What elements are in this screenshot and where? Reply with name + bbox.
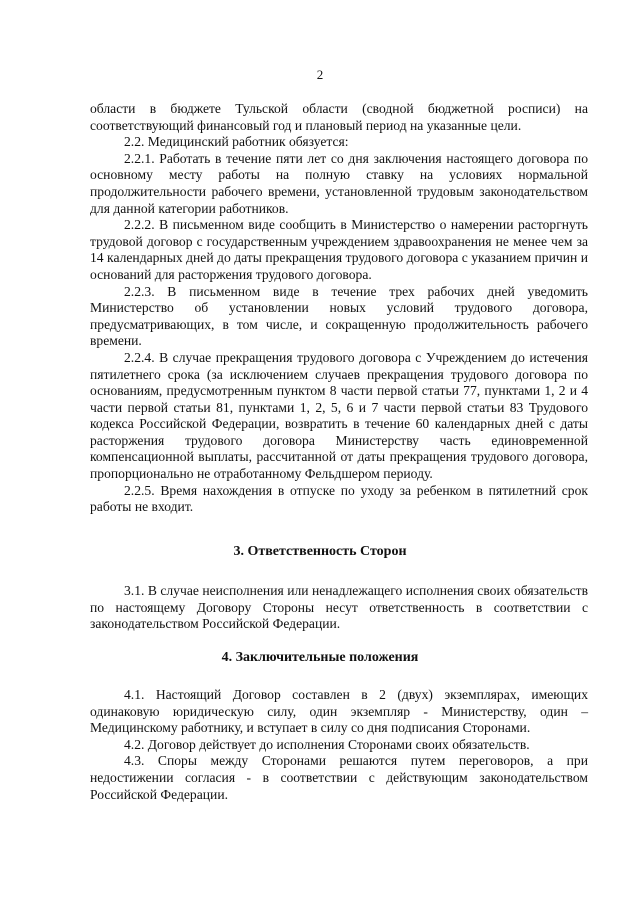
paragraph-continuation: области в бюджете Тульской области (сводной бюджетной росписи) на соответствующий финансовый год и плановый период на указанные цели. (90, 101, 588, 133)
section-2-text (90, 101, 588, 516)
paragraph-4-1: 4.1. Настоящий Договор составлен в 2 (двух) экземплярах, имеющих одинаковую юридическую силу, один экземпляр - Министерству, один – Медицинскому работнику, и вступает в силу со дня подписания Сторонами. (90, 687, 588, 736)
page-number: 2 (316, 67, 324, 82)
paragraph-4-2: 4.2. Договор действует до исполнения Сторонами своих обязательств. (124, 736, 530, 752)
paragraph-2-2-1: 2.2.1. Работать в течение пяти лет со дня заключения настоящего договора по основному месту работы на полную ставку на условиях нормальной продолжительности рабочего времени, установленной трудовым законодательством для данной категории работников. (90, 150, 588, 216)
paragraph-2-2-3: 2.2.3. В письменном виде в течение трех рабочих дней уведомить Министерство об установлении новых условий трудового договора, предусматривающих, в том числе, и сокращенную продолжительность рабочего времени. (90, 283, 588, 349)
paragraph-2-2-5: 2.2.5. Время нахождения в отпуске по уходу за ребенком в пятилетний срок работы не входит. (90, 482, 588, 515)
section-4-text (90, 687, 588, 803)
paragraph-4-3: 4.3. Споры между Сторонами решаются путем переговоров, а при недостижении согласия - в соответствии с действующим законодательством Российской Федерации. (90, 753, 588, 802)
paragraph-3-1: 3.1. В случае неисполнения или ненадлежащего исполнения своих обязательств по настоящему Договору Стороны несут ответственность в соответствии с законодательством Российской Федерации. (90, 583, 588, 632)
section-4-heading: 4. Заключительные положения (221, 650, 419, 665)
section-3-heading: 3. Ответственность Сторон (233, 544, 407, 559)
paragraph-2-2: 2.2. Медицинский работник обязуется: (124, 134, 349, 150)
paragraph-2-2-4: 2.2.4. В случае прекращения трудового договора с Учреждением до истечения пятилетнего срока (за исключением случаев прекращения трудового договора по основаниям, предусмотренным пунктом 8 части первой статьи 77, пунктами 1, 2 и 4 части первой статьи 81, пунктами 1, 2, 5, 6 и 7 части первой статьи 83 Трудового кодекса Российской Федерации, возвратить в течение 60 календарных дней с даты расторжения трудового договора Министерству часть единовременной компенсационной выплаты, рассчитанной от даты прекращения трудового договора, пропорционально не отработанному Фельдшером периоду. (90, 349, 588, 482)
section-3-text (90, 583, 588, 633)
paragraph-2-2-2: 2.2.2. В письменном виде сообщить в Министерство о намерении расторгнуть трудовой договор с государственным учреждением здравоохранения не менее чем за 14 календарных дней до даты прекращения трудового договора с указанием причин и оснований для расторжения трудового договора. (90, 217, 588, 282)
